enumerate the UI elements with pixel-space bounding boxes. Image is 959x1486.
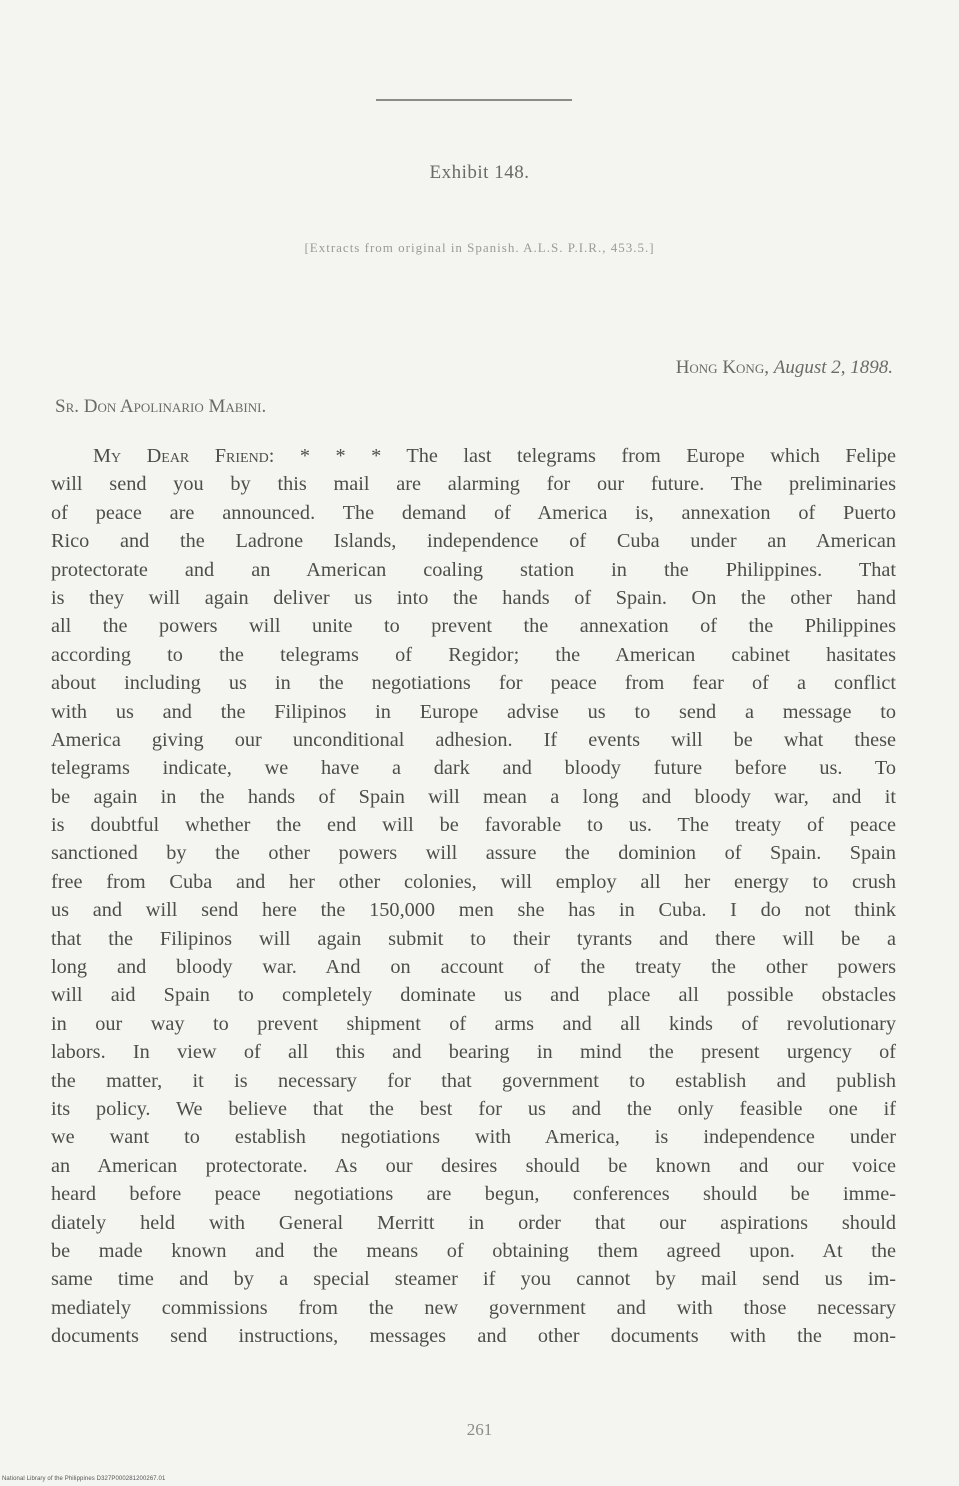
body-line: with us and the Filipinos in Europe advise us to send a message to — [51, 700, 896, 723]
body-line: free from Cuba and her other colonies, will employ all her energy to crush — [51, 870, 896, 893]
body-line: the matter, it is necessary for that government to establish and publish — [51, 1069, 896, 1092]
body-line: Rico and the Ladrone Islands, independence of Cuba under an American — [51, 530, 896, 553]
dateline — [676, 357, 893, 379]
body-line: diately held with General Merritt in order that our aspirations should — [51, 1211, 896, 1234]
body-line: its policy. We believe that the best for us and the only feasible one if — [51, 1097, 896, 1120]
body-line: in our way to prevent shipment of arms and all kinds of revolutionary — [51, 1012, 896, 1035]
body-line: will send you by this mail are alarming for our future. The preliminaries — [51, 473, 896, 496]
body-line: documents send instructions, messages and other documents with the mon- — [51, 1325, 896, 1348]
letter-body — [51, 442, 896, 1351]
body-line: all the powers will unite to prevent the annexation of the Philippines — [51, 615, 896, 638]
body-line: labors. In view of all this and bearing in mind the present urgency of — [51, 1041, 896, 1064]
recipient — [55, 396, 266, 418]
body-line: is they will again deliver us into the hands of Spain. On the other hand — [51, 586, 896, 609]
body-line: according to the telegrams of Regidor; the American cabinet hasitates — [51, 643, 896, 666]
body-line: is doubtful whether the end will be favorable to us. The treaty of peace — [51, 814, 896, 837]
body-line: be made known and the means of obtaining them agreed upon. At the — [51, 1239, 896, 1262]
body-line: of peace are announced. The demand of America is, annexation of Puerto — [51, 501, 896, 524]
body-line: will aid Spain to completely dominate us and place all possible obstacles — [51, 984, 896, 1007]
exhibit-title: Exhibit 148. — [429, 162, 530, 183]
body-line: us and will send here the 150,000 men she has in Cuba. I do not think — [51, 899, 896, 922]
greeting: My Dear Friend: — [93, 445, 275, 467]
dateline-place: Hong Kong, — [675, 357, 769, 378]
top-divider — [376, 99, 572, 101]
body-line: be again in the hands of Spain will mean a long and bloody war, and it — [51, 785, 896, 808]
body-line: protectorate and an American coaling station in the Philippines. That — [51, 558, 896, 581]
page-number: 261 — [466, 1420, 493, 1439]
body-line: that the Filipinos will again submit to their tyrants and there will be a — [51, 927, 896, 950]
recipient-name: Sr. Don Apolinario Mabini. — [55, 396, 267, 417]
body-line: about including us in the negotiations for peace from fear of a conflict — [51, 672, 896, 695]
source-note: [Extracts from original in Spanish. A.L.S. P.I.R., 453.5.] — [304, 240, 655, 255]
body-line: sanctioned by the other powers will assure the dominion of Spain. Spain — [51, 842, 896, 865]
body-line: My Dear Friend: * * * The last telegrams from Europe which Felipe — [93, 445, 897, 467]
archive-footer: National Library of the Philippines D327P000281200267.01 — [2, 1476, 166, 1482]
body-line: long and bloody war. And on account of the treaty the other powers — [51, 956, 896, 979]
body-line: same time and by a special steamer if you cannot by mail send us im- — [51, 1268, 896, 1291]
body-line: heard before peace negotiations are begun, conferences should be imme- — [51, 1183, 896, 1206]
body-line: telegrams indicate, we have a dark and bloody future before us. To — [51, 757, 896, 780]
body-line: we want to establish negotiations with America, is independence under — [51, 1126, 896, 1149]
dateline-date: August 2, 1898. — [773, 357, 893, 378]
body-line: America giving our unconditional adhesion. If events will be what these — [51, 728, 896, 751]
body-line: an American protectorate. As our desires should be known and our voice — [51, 1154, 896, 1177]
body-line: mediately commissions from the new government and with those necessary — [51, 1296, 896, 1319]
